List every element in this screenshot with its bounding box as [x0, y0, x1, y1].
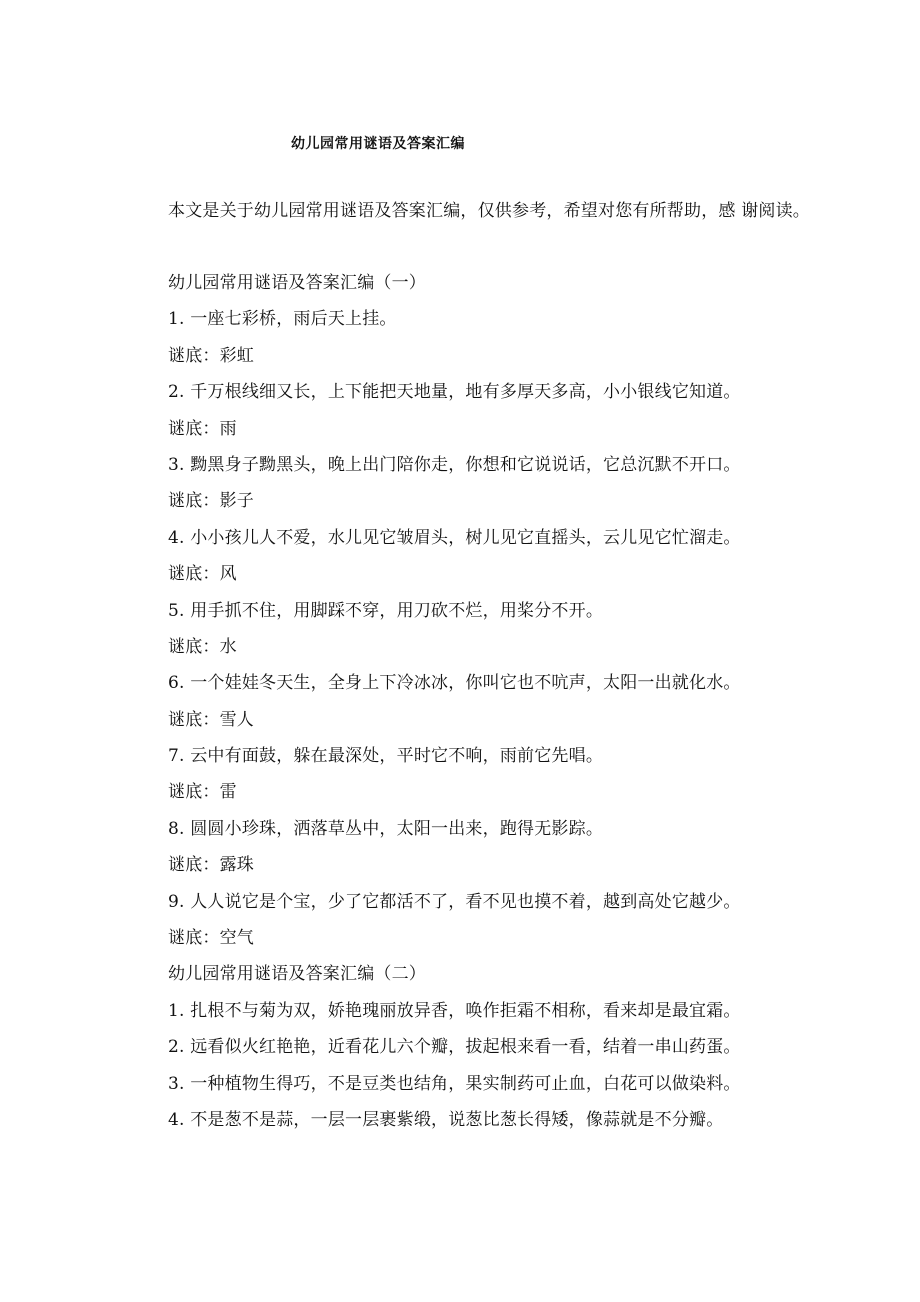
riddle-question: 6. 一个娃娃冬天生，全身上下冷冰冰，你叫它也不吭声，太阳一出就化水。	[168, 673, 741, 694]
riddle-answer: 谜底：影子	[168, 491, 254, 512]
riddle-answer: 谜底：雪人	[168, 709, 254, 730]
riddle-question: 4. 小小孩儿人不爱，水儿见它皱眉头，树儿见它直摇头，云儿见它忙溜走。	[168, 527, 741, 548]
riddle-answer: 谜底：空气	[168, 928, 254, 949]
riddle-question: 5. 用手抓不住，用脚踩不穿，用刀砍不烂，用桨分不开。	[168, 600, 604, 621]
riddle-question: 2. 远看似火红艳艳，近看花儿六个瓣，拔起根来看一看，结着一串山药蛋。	[168, 1037, 741, 1058]
riddle-question: 8. 圆圆小珍珠，洒落草丛中，太阳一出来，跑得无影踪。	[168, 818, 604, 839]
riddle-question: 7. 云中有面鼓，躲在最深处，平时它不响，雨前它先唱。	[168, 746, 604, 767]
section-heading-one: 幼儿园常用谜语及答案汇编（一）	[168, 273, 426, 293]
riddle-answer: 谜底：雨	[168, 418, 237, 439]
section-heading-two: 幼儿园常用谜语及答案汇编（二）	[168, 964, 426, 985]
riddle-answer: 谜底：雷	[168, 782, 237, 803]
document-title: 幼儿园常用谜语及答案汇编	[291, 136, 465, 152]
riddle-list	[168, 268, 828, 1141]
riddle-answer: 谜底：水	[168, 636, 237, 657]
riddle-question: 3. 黝黑身子黝黑头，晚上出门陪你走，你想和它说说话，它总沉默不开口。	[168, 454, 741, 475]
riddle-question: 1. 一座七彩桥，雨后天上挂。	[168, 309, 397, 330]
riddle-answer: 谜底：露珠	[168, 855, 254, 876]
riddle-answer: 谜底：彩虹	[168, 345, 254, 366]
riddle-answer: 谜底：风	[168, 564, 237, 585]
riddle-question: 1. 扎根不与菊为双，娇艳瑰丽放异香，唤作拒霜不相称，看来却是最宜霜。	[168, 1000, 741, 1021]
intro-paragraph: 本文是关于幼儿园常用谜语及答案汇编，仅供参考，希望对您有所帮助，感 谢阅读。	[168, 201, 811, 221]
riddle-question: 2. 千万根线细又长，上下能把天地量，地有多厚天多高，小小银线它知道。	[168, 382, 741, 403]
riddle-question: 4. 不是葱不是蒜，一层一层裹紫缎，说葱比葱长得矮，像蒜就是不分瓣。	[168, 1109, 724, 1130]
riddle-question: 9. 人人说它是个宝，少了它都活不了，看不见也摸不着，越到高处它越少。	[168, 891, 741, 912]
riddle-question: 3. 一种植物生得巧，不是豆类也结角，果实制药可止血，白花可以做染料。	[168, 1073, 741, 1094]
